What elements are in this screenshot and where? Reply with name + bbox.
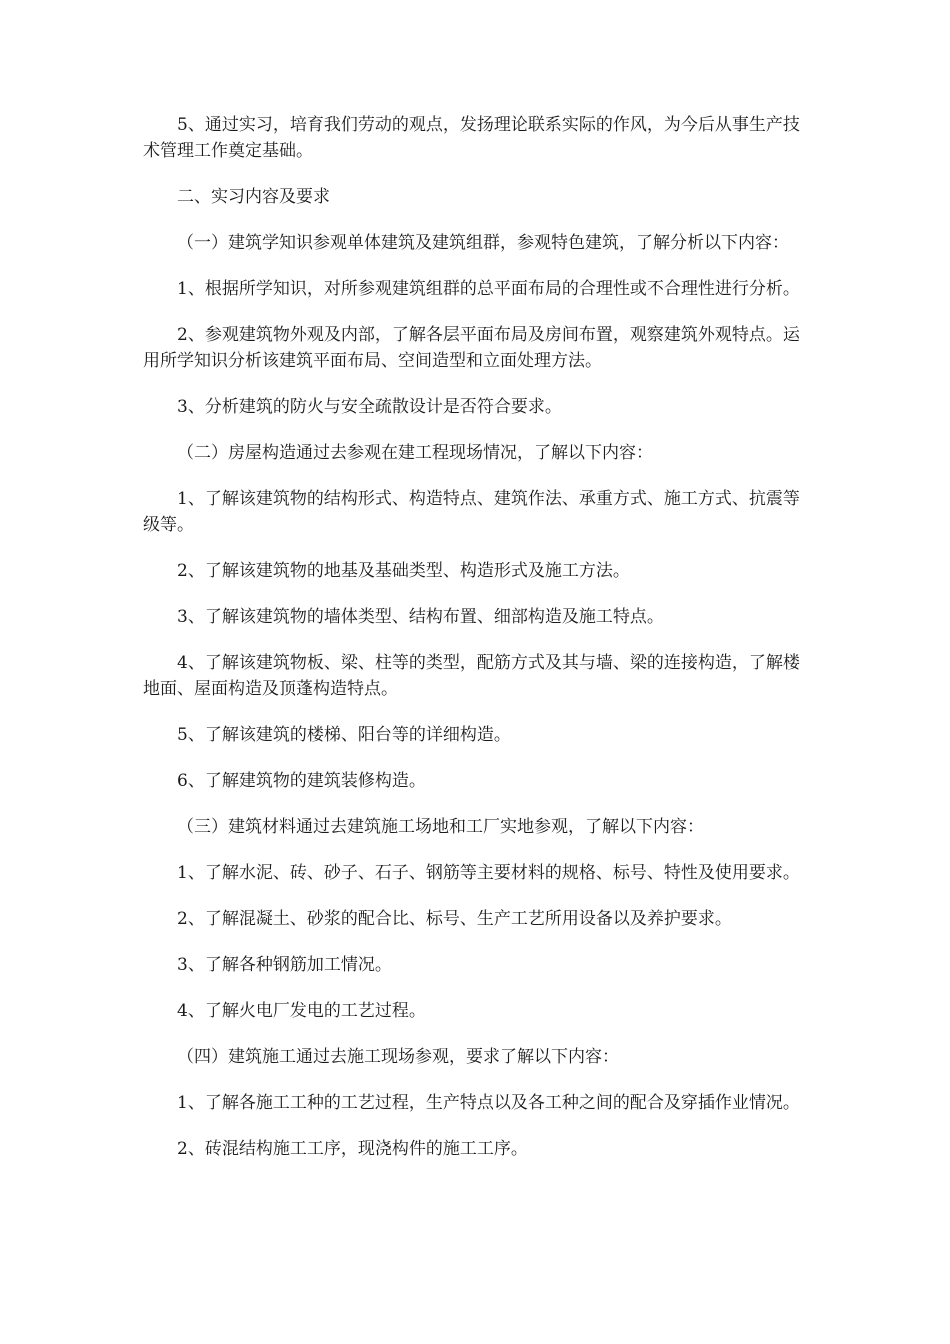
paragraph: 6、了解建筑物的建筑装修构造。 xyxy=(177,771,426,791)
subsection-heading: （四）建筑施工通过去施工现场参观，要求了解以下内容： xyxy=(177,1047,619,1067)
paragraph: 5、通过实习，培育我们劳动的观点，发扬理论联系实际的作风，为今后从事生产技术管理工作奠定基础。 xyxy=(143,115,800,161)
subsection-heading: （三）建筑材料通过去建筑施工场地和工厂实地参观，了解以下内容： xyxy=(177,817,704,837)
paragraph: 2、了解混凝土、砂浆的配合比、标号、生产工艺所用设备以及养护要求。 xyxy=(177,909,732,929)
paragraph: 3、了解各种钢筋加工情况。 xyxy=(177,955,392,975)
document-body xyxy=(143,112,809,1182)
section-heading: 二、实习内容及要求 xyxy=(177,187,330,207)
paragraph: 1、了解水泥、砖、砂子、石子、钢筋等主要材料的规格、标号、特性及使用要求。 xyxy=(177,863,800,883)
paragraph: 2、砖混结构施工工序，现浇构件的施工工序。 xyxy=(177,1139,528,1159)
paragraph: 1、了解各施工工种的工艺过程，生产特点以及各工种之间的配合及穿插作业情况。 xyxy=(177,1093,800,1113)
paragraph: 3、了解该建筑物的墙体类型、结构布置、细部构造及施工特点。 xyxy=(177,607,664,627)
paragraph: 4、了解该建筑物板、梁、柱等的类型，配筋方式及其与墙、梁的连接构造，了解楼地面、屋面构造及顶蓬构造特点。 xyxy=(143,653,800,699)
paragraph: 5、了解该建筑的楼梯、阳台等的详细构造。 xyxy=(177,725,511,745)
paragraph: 3、分析建筑的防火与安全疏散设计是否符合要求。 xyxy=(177,397,562,417)
paragraph: 2、了解该建筑物的地基及基础类型、构造形式及施工方法。 xyxy=(177,561,630,581)
paragraph: 4、了解火电厂发电的工艺过程。 xyxy=(177,1001,426,1021)
paragraph: 1、了解该建筑物的结构形式、构造特点、建筑作法、承重方式、施工方式、抗震等级等。 xyxy=(143,489,800,535)
paragraph: 1、根据所学知识，对所参观建筑组群的总平面布局的合理性或不合理性进行分析。 xyxy=(177,279,800,299)
subsection-heading: （二）房屋构造通过去参观在建工程现场情况，了解以下内容： xyxy=(177,443,653,463)
subsection-heading: （一）建筑学知识参观单体建筑及建筑组群，参观特色建筑，了解分析以下内容： xyxy=(177,233,789,253)
paragraph: 2、参观建筑物外观及内部，了解各层平面布局及房间布置，观察建筑外观特点。运用所学知识分析该建筑平面布局、空间造型和立面处理方法。 xyxy=(143,325,800,371)
